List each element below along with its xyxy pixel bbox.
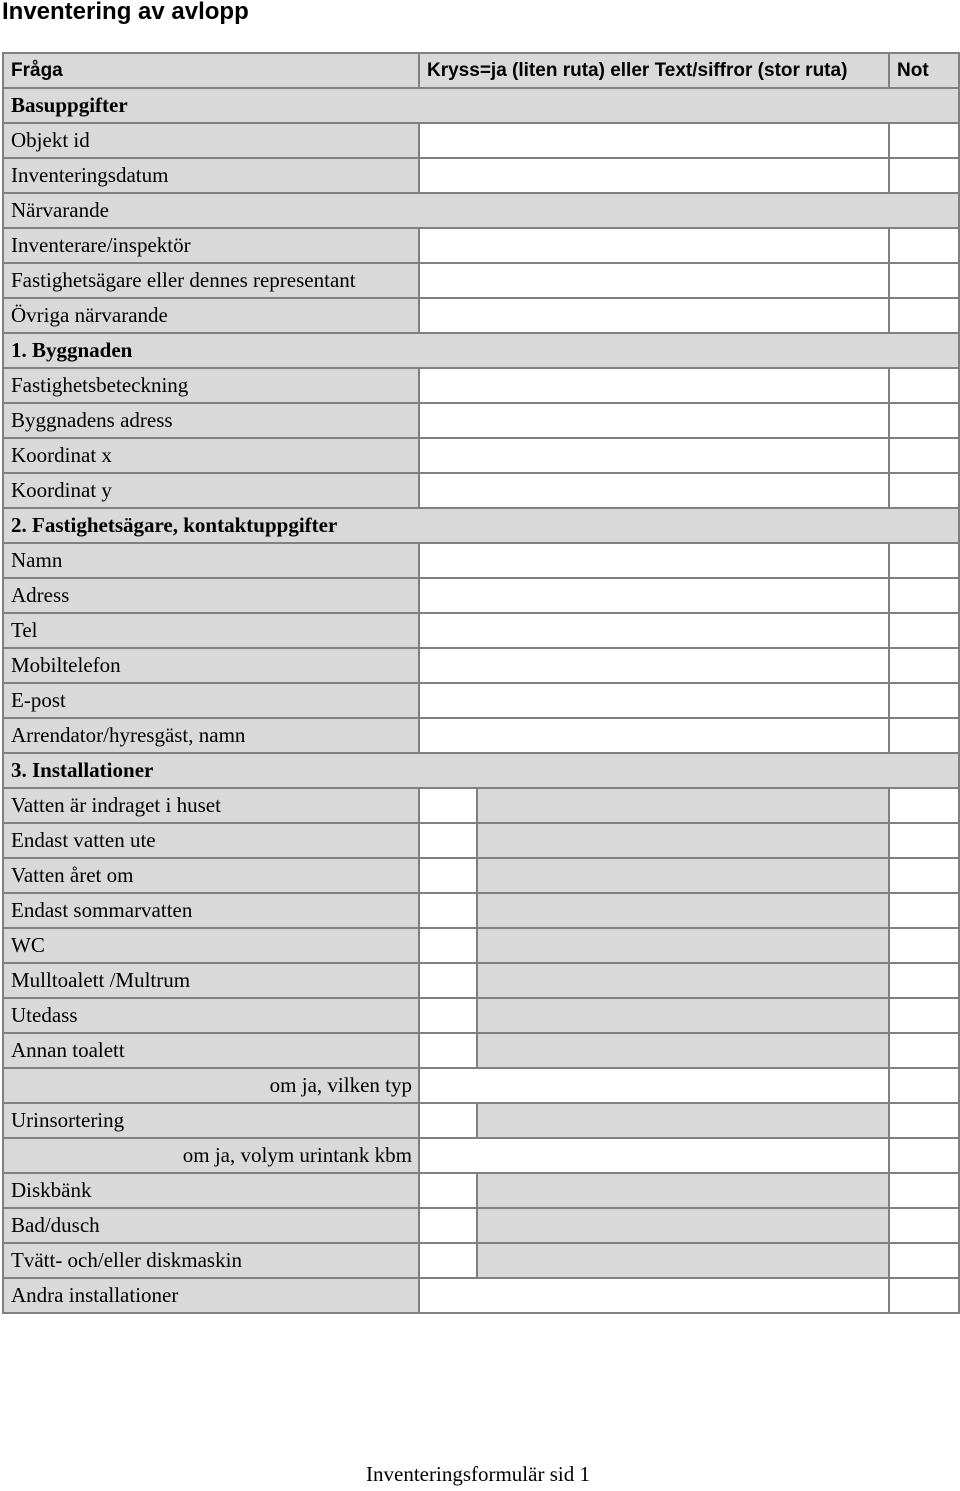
section-heading: 3. Installationer — [3, 753, 959, 788]
note-field[interactable] — [889, 1033, 959, 1068]
note-field[interactable] — [889, 1208, 959, 1243]
form-row — [3, 333, 959, 368]
answer-spacer — [477, 928, 889, 963]
answer-text-field[interactable] — [419, 158, 889, 193]
answer-text-field[interactable] — [419, 473, 889, 508]
form-row — [3, 298, 959, 333]
answer-text-field[interactable] — [419, 543, 889, 578]
note-field[interactable] — [889, 1173, 959, 1208]
answer-spacer — [477, 1033, 889, 1068]
question-label: Objekt id — [3, 123, 419, 158]
question-label: Bad/dusch — [3, 1208, 419, 1243]
answer-text-field[interactable] — [419, 403, 889, 438]
answer-text-field[interactable] — [419, 123, 889, 158]
note-field[interactable] — [889, 578, 959, 613]
question-label: om ja, vilken typ — [3, 1068, 419, 1103]
form-row — [3, 1103, 959, 1138]
note-field[interactable] — [889, 1103, 959, 1138]
note-field[interactable] — [889, 823, 959, 858]
question-label: Vatten är indraget i huset — [3, 788, 419, 823]
note-field[interactable] — [889, 788, 959, 823]
note-field[interactable] — [889, 928, 959, 963]
question-label: Inventerare/inspektör — [3, 228, 419, 263]
form-row — [3, 648, 959, 683]
form-row — [3, 858, 959, 893]
answer-text-field[interactable] — [419, 263, 889, 298]
question-label: WC — [3, 928, 419, 963]
question-label: Urinsortering — [3, 1103, 419, 1138]
form-row — [3, 403, 959, 438]
question-label: Fastighetsägare eller dennes representant — [3, 263, 419, 298]
answer-text-field[interactable] — [419, 648, 889, 683]
answer-checkbox[interactable] — [419, 858, 477, 893]
note-field[interactable] — [889, 998, 959, 1033]
answer-spacer — [477, 963, 889, 998]
question-label: Namn — [3, 543, 419, 578]
question-label: Tvätt- och/eller diskmaskin — [3, 1243, 419, 1278]
note-field[interactable] — [889, 963, 959, 998]
question-label: Utedass — [3, 998, 419, 1033]
form-row — [3, 508, 959, 543]
question-label: Koordinat y — [3, 473, 419, 508]
note-field[interactable] — [889, 648, 959, 683]
form-row — [3, 438, 959, 473]
answer-text-field[interactable] — [419, 368, 889, 403]
page-footer: Inventeringsformulär sid 1 — [366, 1462, 590, 1486]
form-row — [3, 1033, 959, 1068]
question-label: Endast sommarvatten — [3, 893, 419, 928]
answer-spacer — [477, 1173, 889, 1208]
note-field[interactable] — [889, 858, 959, 893]
form-row — [3, 1173, 959, 1208]
form-row — [3, 1138, 959, 1173]
note-field[interactable] — [889, 403, 959, 438]
section-heading: Basuppgifter — [3, 88, 959, 123]
inventory-form-table — [2, 52, 960, 1314]
form-row — [3, 1278, 959, 1313]
question-label: E-post — [3, 683, 419, 718]
question-label: Fastighetsbeteckning — [3, 368, 419, 403]
question-label: Arrendator/hyresgäst, namn — [3, 718, 419, 753]
question-label: Annan toalett — [3, 1033, 419, 1068]
answer-checkbox[interactable] — [419, 893, 477, 928]
note-field[interactable] — [889, 263, 959, 298]
answer-text-field[interactable] — [419, 718, 889, 753]
form-row — [3, 963, 959, 998]
question-label: Övriga närvarande — [3, 298, 419, 333]
form-row — [3, 928, 959, 963]
note-field[interactable] — [889, 1243, 959, 1278]
answer-text-field[interactable] — [419, 228, 889, 263]
form-row — [3, 718, 959, 753]
question-label: Vatten året om — [3, 858, 419, 893]
answer-spacer — [477, 1103, 889, 1138]
question-label: Adress — [3, 578, 419, 613]
section-heading: 1. Byggnaden — [3, 333, 959, 368]
answer-text-field[interactable] — [419, 613, 889, 648]
form-row — [3, 473, 959, 508]
form-row — [3, 578, 959, 613]
note-field[interactable] — [889, 1068, 959, 1103]
note-field[interactable] — [889, 368, 959, 403]
note-field[interactable] — [889, 893, 959, 928]
answer-text-field[interactable] — [419, 1278, 889, 1313]
question-label: Tel — [3, 613, 419, 648]
question-label: Koordinat x — [3, 438, 419, 473]
answer-text-field[interactable] — [419, 1068, 889, 1103]
form-row — [3, 263, 959, 298]
question-label: Mobiltelefon — [3, 648, 419, 683]
answer-checkbox[interactable] — [419, 788, 477, 823]
answer-column-header: Kryss=ja (liten ruta) eller Text/siffror (stor ruta) — [419, 53, 889, 88]
answer-text-field[interactable] — [419, 438, 889, 473]
form-row — [3, 893, 959, 928]
note-field[interactable] — [889, 718, 959, 753]
question-label: Andra installationer — [3, 1278, 419, 1313]
answer-checkbox[interactable] — [419, 1243, 477, 1278]
note-field[interactable] — [889, 1138, 959, 1173]
form-row — [3, 613, 959, 648]
form-row — [3, 228, 959, 263]
form-row — [3, 683, 959, 718]
answer-checkbox[interactable] — [419, 1173, 477, 1208]
form-row — [3, 998, 959, 1033]
table-header-row — [3, 53, 959, 88]
form-row — [3, 368, 959, 403]
section-heading: 2. Fastighetsägare, kontaktuppgifter — [3, 508, 959, 543]
answer-text-field[interactable] — [419, 683, 889, 718]
section-heading: Närvarande — [3, 193, 959, 228]
question-column-header: Fråga — [3, 53, 419, 88]
answer-text-field[interactable] — [419, 578, 889, 613]
note-field[interactable] — [889, 683, 959, 718]
note-field[interactable] — [889, 473, 959, 508]
form-row — [3, 823, 959, 858]
question-label: Diskbänk — [3, 1173, 419, 1208]
answer-checkbox[interactable] — [419, 998, 477, 1033]
note-field[interactable] — [889, 1278, 959, 1313]
form-row — [3, 1243, 959, 1278]
form-row — [3, 788, 959, 823]
question-label: Byggnadens adress — [3, 403, 419, 438]
note-field[interactable] — [889, 543, 959, 578]
form-row — [3, 753, 959, 788]
question-label: Mulltoalett /Multrum — [3, 963, 419, 998]
answer-text-field[interactable] — [419, 1138, 889, 1173]
form-row — [3, 1208, 959, 1243]
answer-spacer — [477, 1208, 889, 1243]
question-label: Inventeringsdatum — [3, 158, 419, 193]
answer-spacer — [477, 998, 889, 1033]
form-row — [3, 123, 959, 158]
form-row — [3, 158, 959, 193]
answer-checkbox[interactable] — [419, 963, 477, 998]
answer-spacer — [477, 893, 889, 928]
page-title: Inventering av avlopp — [2, 0, 249, 25]
form-row — [3, 193, 959, 228]
answer-checkbox[interactable] — [419, 1033, 477, 1068]
note-field[interactable] — [889, 228, 959, 263]
answer-text-field[interactable] — [419, 298, 889, 333]
note-field[interactable] — [889, 298, 959, 333]
answer-spacer — [477, 858, 889, 893]
form-row — [3, 88, 959, 123]
note-column-header: Not — [889, 53, 959, 88]
answer-spacer — [477, 823, 889, 858]
note-field[interactable] — [889, 158, 959, 193]
question-label: om ja, volym urintank kbm — [3, 1138, 419, 1173]
question-label: Endast vatten ute — [3, 823, 419, 858]
form-row — [3, 543, 959, 578]
answer-checkbox[interactable] — [419, 928, 477, 963]
answer-spacer — [477, 1243, 889, 1278]
answer-checkbox[interactable] — [419, 1103, 477, 1138]
answer-checkbox[interactable] — [419, 823, 477, 858]
note-field[interactable] — [889, 123, 959, 158]
answer-spacer — [477, 788, 889, 823]
answer-checkbox[interactable] — [419, 1208, 477, 1243]
note-field[interactable] — [889, 613, 959, 648]
note-field[interactable] — [889, 438, 959, 473]
form-row — [3, 1068, 959, 1103]
